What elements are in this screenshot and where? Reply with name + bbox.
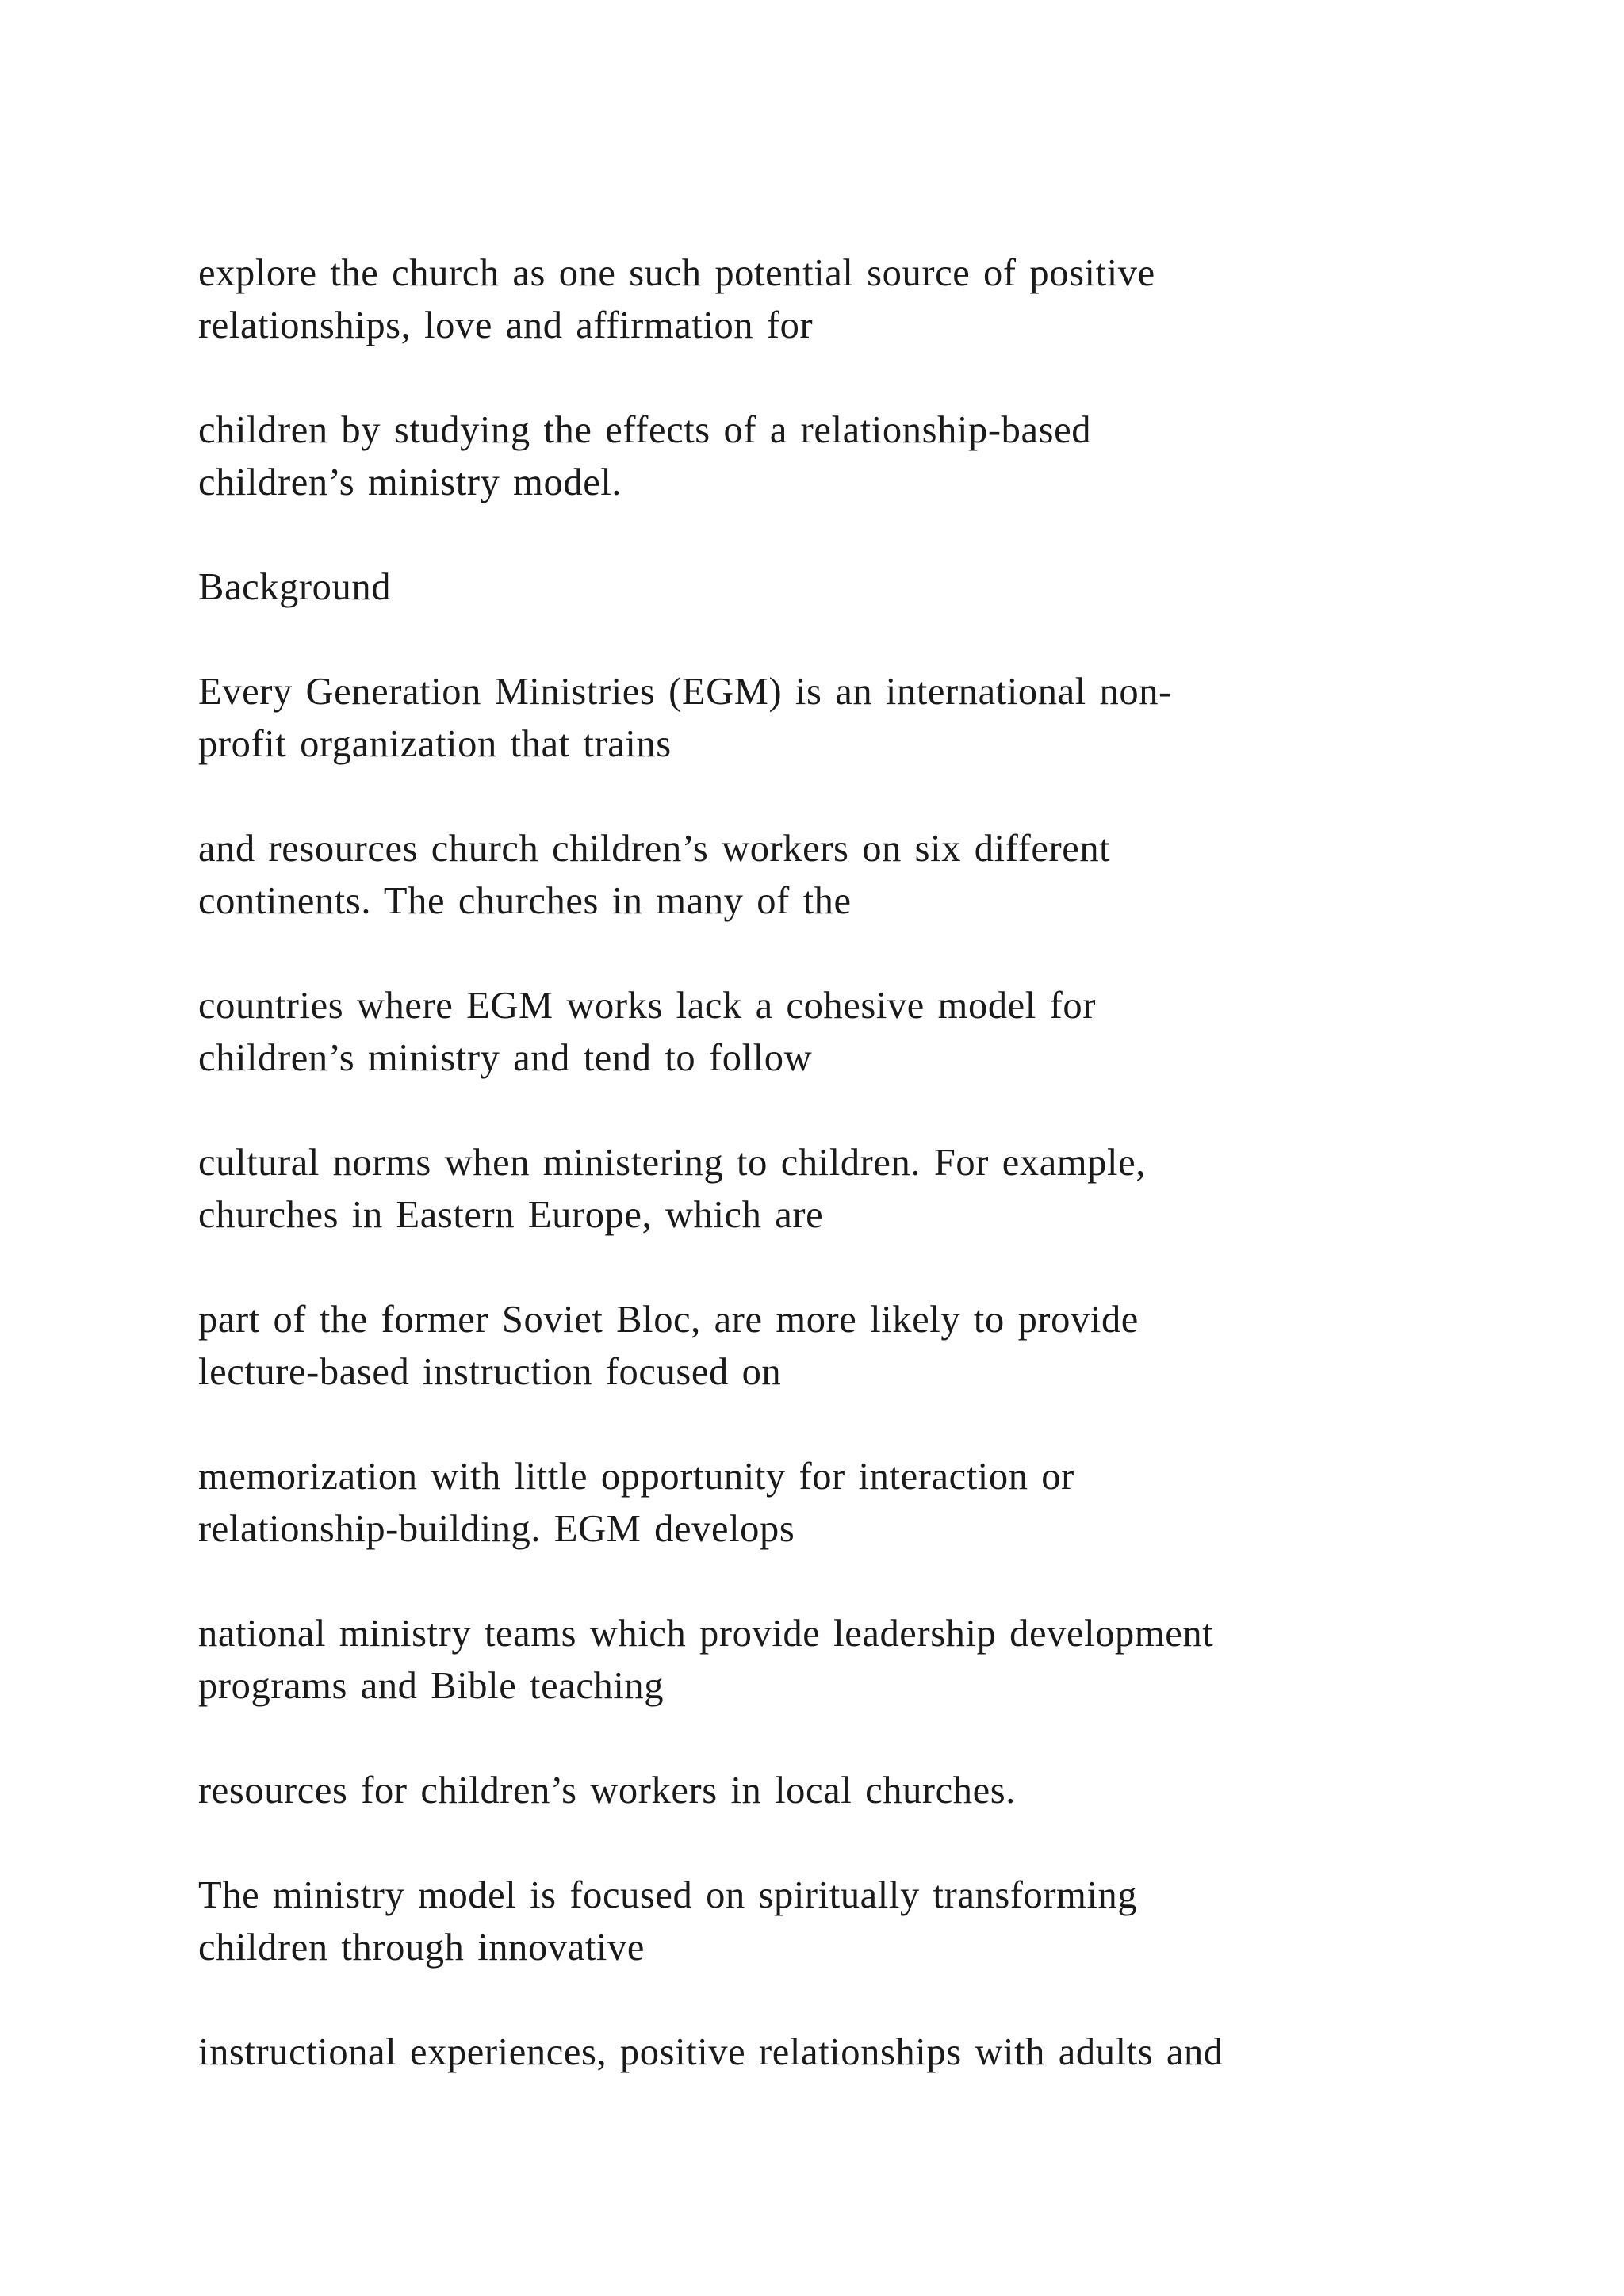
text-line: continents. The churches in many of the	[198, 880, 852, 922]
text-line: programs and Bible teaching	[198, 1665, 665, 1707]
paragraph	[198, 1765, 1483, 1817]
paragraph	[198, 247, 1483, 352]
text-line: lecture-based instruction focused on	[198, 1351, 782, 1393]
text-line: children’s ministry and tend to follow	[198, 1037, 813, 1079]
text-line: children through innovative	[198, 1927, 645, 1969]
text-line: resources for children’s workers in local churches.	[198, 1770, 1016, 1812]
text-line: children’s ministry model.	[198, 461, 622, 503]
text-line: churches in Eastern Europe, which are	[198, 1194, 824, 1236]
paragraph	[198, 666, 1483, 771]
text-line: explore the church as one such potential source of positive	[198, 252, 1155, 294]
paragraph	[198, 1451, 1483, 1556]
text-line: and resources church children’s workers on six different	[198, 828, 1111, 870]
text-line: children by studying the effects of a relationship-based	[198, 409, 1092, 451]
text-line: relationship-building. EGM develops	[198, 1508, 795, 1550]
section-heading	[198, 561, 1483, 614]
paragraph	[198, 2026, 1483, 2079]
text-line: part of the former Soviet Bloc, are more likely to provide	[198, 1299, 1139, 1341]
paragraph	[198, 1137, 1483, 1242]
paragraph	[198, 1869, 1483, 1974]
paragraph	[198, 980, 1483, 1085]
paragraph	[198, 1608, 1483, 1712]
document-body	[198, 247, 1483, 2131]
paragraph	[198, 823, 1483, 928]
heading-text: Background	[198, 566, 392, 608]
text-line: countries where EGM works lack a cohesive model for	[198, 985, 1096, 1027]
paragraph	[198, 1294, 1483, 1399]
text-line: cultural norms when ministering to children. For example,	[198, 1142, 1146, 1184]
text-line: The ministry model is focused on spiritually transforming	[198, 1874, 1138, 1916]
text-line: instructional experiences, positive relationships with adults and	[198, 2031, 1224, 2073]
text-line: profit organization that trains	[198, 723, 672, 765]
text-line: relationships, love and affirmation for	[198, 304, 814, 346]
paragraph	[198, 404, 1483, 509]
text-line: national ministry teams which provide leadership development	[198, 1613, 1214, 1655]
text-line: Every Generation Ministries (EGM) is an international non-	[198, 671, 1172, 713]
text-line: memorization with little opportunity for interaction or	[198, 1456, 1074, 1498]
